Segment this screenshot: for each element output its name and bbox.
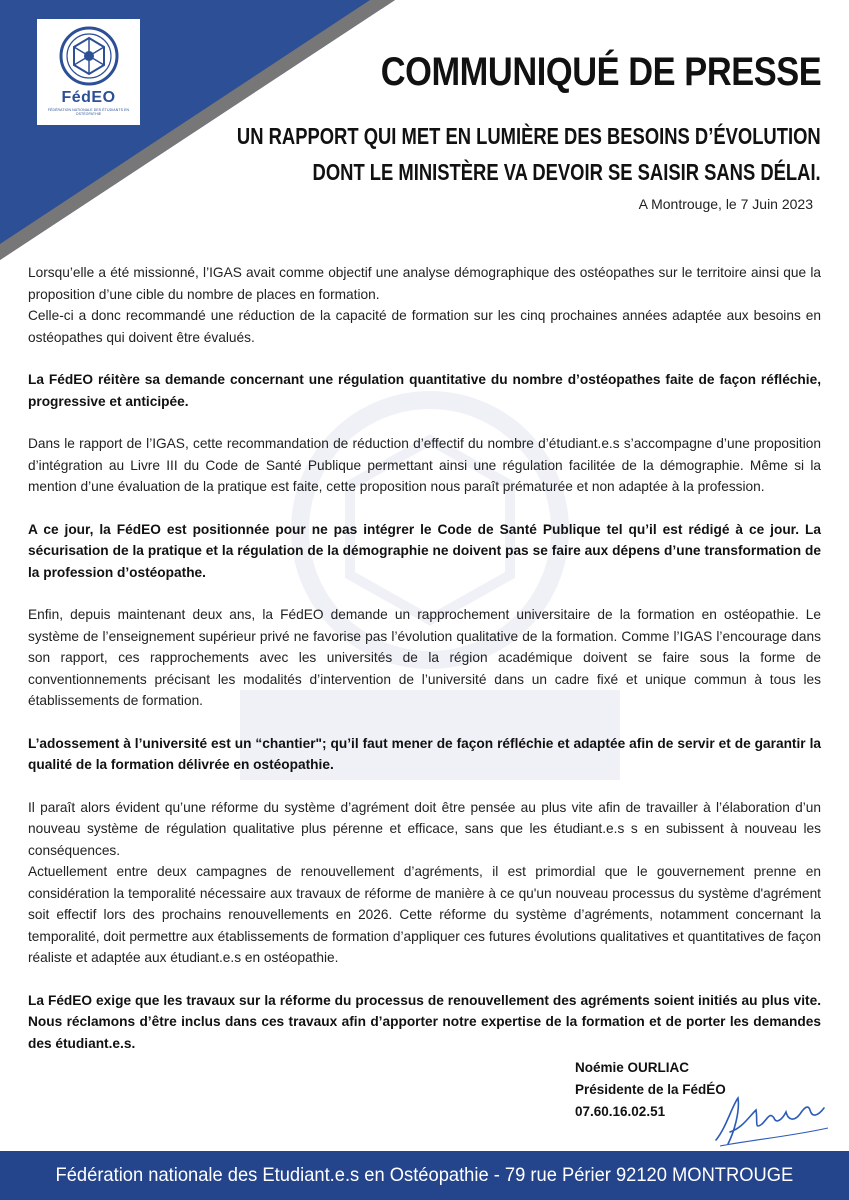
signature-block — [575, 1057, 726, 1123]
signatory-role: Présidente de la FédÉO — [575, 1082, 726, 1097]
paragraph-5: Enfin, depuis maintenant deux ans, la FédEO demande un rapprochement universitaire de la formation en ostéopathie. Le système de l’enseignement supérieur privé ne favorise pas l’évolution qualitative de la formation. Comme l’IGAS l’encourage dans son rapport, ces rapprochements avec les universités de la région académique doivent se faire sous la forme de conventionnements précisant les modalités d’intervention de l’université dans un cadre fixé et unique commun à tous les établissements de formation. — [28, 607, 821, 708]
paragraph-1a: Lorsqu’elle a été missionné, l’IGAS avait comme objectif une analyse démographique des ostéopathes sur le territoire ainsi que la proposition d’une cible du nombre de places en formation. — [28, 265, 821, 302]
paragraph-4: A ce jour, la FédEO est positionnée pour ne pas intégrer le Code de Santé Publique tel qu’il est rédigé à ce jour. La sécurisation de la pratique et la régulation de la démographie ne doivent pas se faire aux dépens d’une transformation de la profession d’ostéopathe. — [28, 521, 821, 580]
signatory-name: Noémie OURLIAC — [575, 1060, 690, 1075]
handwritten-signature — [712, 1088, 832, 1150]
paragraph-7b: Actuellement entre deux campagnes de renouvellement d’agréments, il est primordial que le gouvernement prenne en considération la temporalité nécessaire aux travaux de réforme de manière à ce qu'un nouveau processus du système d'agrément soit effectif lors des prochains renouvellements en 2026. Cette réforme du système d’agréments, notamment concernant la temporalité, doit permettre aux établissements de formation d’appliquer ces futures évolutions qualitatives et quantitatives de façon réaliste et adaptée aux étudiant.e.s en ostéopathie. — [28, 864, 821, 965]
footer-address: Fédération nationale des Etudiant.e.s en Ostéopathie - 79 rue Périer 92120 MONTROUGE — [55, 1164, 794, 1186]
page-subtitle — [237, 118, 821, 190]
paragraph-7a: Il paraît alors évident qu’une réforme du système d’agrément doit être pensée au plus vite afin de travailler à l’élaboration d’un nouveau système de régulation qualitative plus pérenne et efficace, sans que les étudiant.e.s s en subissent à nouveau les conséquences. — [28, 799, 821, 858]
paragraph-1b: Celle-ci a donc recommandé une réduction de la capacité de formation sur les cinq prochaines années adaptée aux besoins en ostéopathes qui doivent être évalués. — [28, 308, 821, 345]
date-line: A Montrouge, le 7 Juin 2023 — [638, 196, 813, 212]
press-release-body — [28, 262, 821, 1075]
logo-subtitle: FÉDÉRATION NATIONALE DES ÉTUDIANTS EN OSTÉOPATHIE — [47, 108, 130, 116]
signatory-phone: 07.60.16.02.51 — [575, 1104, 666, 1119]
logo-emblem-icon — [58, 25, 120, 87]
subtitle-line-2: DONT LE MINISTÈRE VA DEVOIR SE SAISIR SANS DÉLAI. — [312, 159, 821, 185]
paragraph-2: La FédEO réitère sa demande concernant une régulation quantitative du nombre d’ostéopathes faite de façon réfléchie, progressive et anticipée. — [28, 372, 821, 409]
footer-bar — [0, 1151, 849, 1200]
paragraph-3: Dans le rapport de l’IGAS, cette recommandation de réduction d’effectif du nombre d’étudiant.e.s s’accompagne d’une proposition d’intégration au Livre III du Code de Santé Publique permettant ainsi une régulation facilitée de la démographie. Même si la mention d’une évaluation de la pratique est faite, cette proposition nous paraît prématurée et non adaptée à la profession. — [28, 436, 821, 494]
paragraph-6: L’adossement à l’université est un “chantier"; qu’il faut mener de façon réfléchie et adaptée afin de servir et de garantir la qualité de la formation délivrée en ostéopathie. — [28, 735, 821, 772]
logo-name: FédEO — [61, 89, 116, 106]
fedeo-logo — [37, 19, 140, 125]
subtitle-line-1: UN RAPPORT QUI MET EN LUMIÈRE DES BESOINS D’ÉVOLUTION — [237, 123, 821, 149]
paragraph-8: La FédEO exige que les travaux sur la réforme du processus de renouvellement des agréments soient initiés au plus vite. Nous réclamons d’être inclus dans ces travaux afin d’apporter notre expertise de la formation et de porter les demandes des étudiant.e.s. — [28, 992, 821, 1051]
page-title: COMMUNIQUÉ DE PRESSE — [380, 50, 821, 94]
